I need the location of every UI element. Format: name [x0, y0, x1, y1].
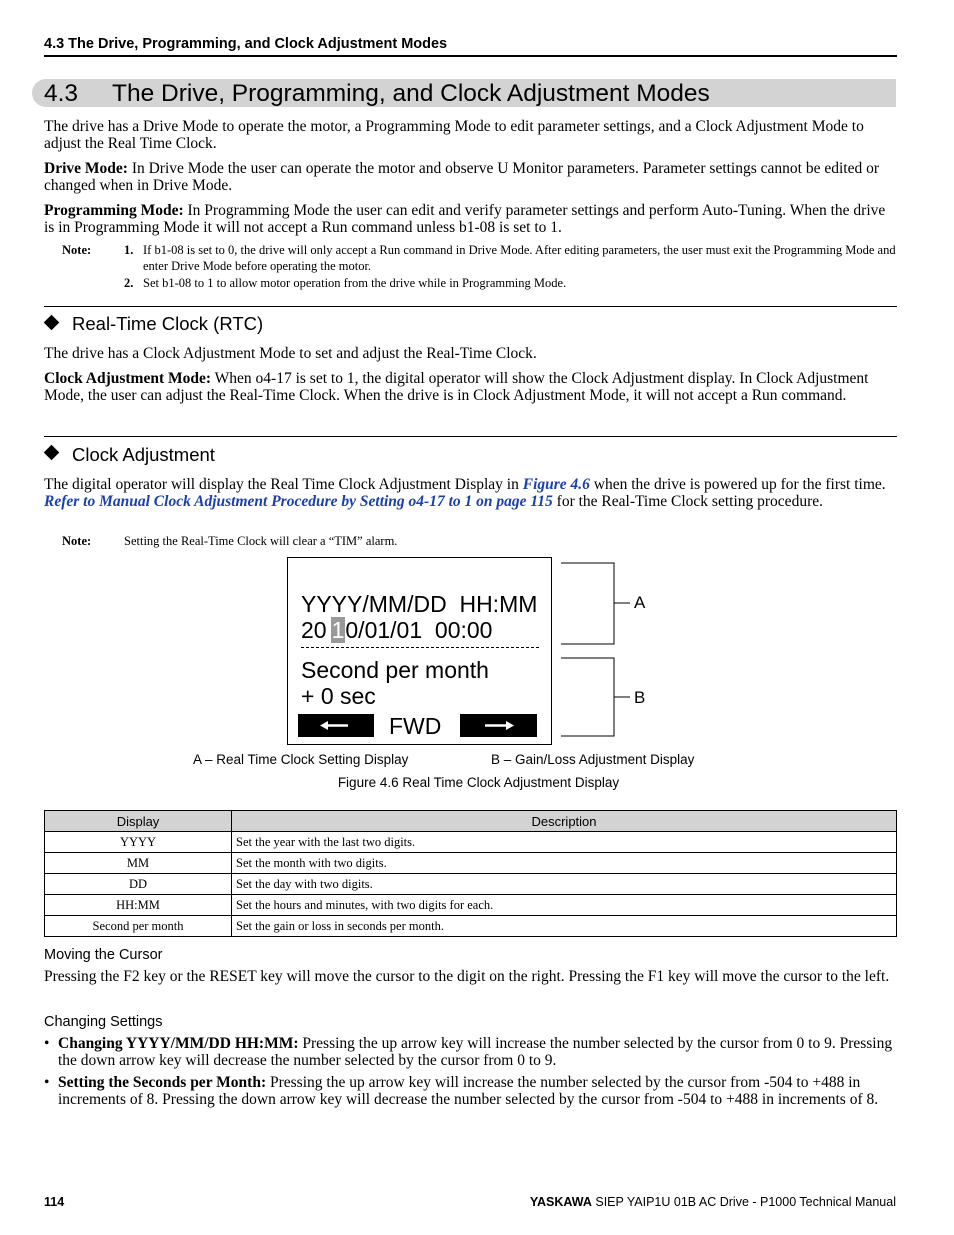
footer-manual: SIEP YAIP1U 01B AC Drive - P1000 Technical Manual	[591, 1195, 896, 1209]
table-header-description: Description	[232, 811, 897, 832]
drive-mode-label: Drive Mode:	[44, 160, 128, 177]
bullet-2	[58, 1074, 897, 1108]
table-cell-description: Set the day with two digits.	[232, 874, 897, 895]
f1-key-indicator	[298, 714, 374, 737]
rtc-intro: The drive has a Clock Adjustment Mode to set and adjust the Real-Time Clock.	[44, 345, 537, 362]
legend-a: A – Real Time Clock Setting Display	[193, 752, 409, 767]
clock-paragraph	[44, 476, 897, 510]
figure-link[interactable]: Figure 4.6	[522, 476, 590, 493]
note-1-text: If b1-08 is set to 0, the drive will only accept a Run command in Drive Mode. After editing parameters, the user must exit the Programming Mode and enter Drive Mode before operating the motor.	[143, 243, 896, 273]
table-header-row	[45, 811, 897, 832]
arrow-right-icon	[460, 714, 537, 737]
table-cell-description: Set the gain or loss in seconds per month.	[232, 916, 897, 937]
lcd-line-1: YYYY/MM/DD HH:MM	[301, 591, 538, 617]
table-row	[45, 874, 897, 895]
page-number: 114	[44, 1195, 65, 1209]
note-label: Note:	[62, 243, 92, 257]
diamond-icon	[44, 445, 60, 461]
lcd-line-4: + 0 sec	[301, 683, 376, 709]
clock-text-2: when the drive is powered up for the first time.	[589, 476, 886, 493]
clock-note-text: Setting the Real-Time Clock will clear a “TIM” alarm.	[124, 534, 398, 548]
note-2-number: 2.	[124, 276, 134, 290]
refer-link[interactable]: Refer to Manual Clock Adjustment Procedure by Setting o4-17 to 1 on page 115	[44, 493, 553, 510]
table-cell-display: Second per month	[45, 916, 232, 937]
bullet-1-label: Changing YYYY/MM/DD HH:MM:	[58, 1035, 299, 1052]
note-2-text: Set b1-08 to 1 to allow motor operation from the drive while in Programming Mode.	[143, 276, 567, 290]
table-row	[45, 853, 897, 874]
bullet-1	[58, 1035, 897, 1069]
drive-mode-text: In Drive Mode the user can operate the motor and observe U Monitor parameters. Parameter settings cannot be edited or changed when in Drive Mode.	[44, 160, 879, 194]
bullet-2-text: Pressing the up arrow key will increase the number selected by the cursor from -504 to +488 in increments of 8. Pressing the down arrow key will decrease the number selected by the cursor from -504 to +488 in increments of 8.	[58, 1074, 879, 1108]
header-rule	[44, 55, 897, 57]
clock-text-3: for the Real-Time Clock setting procedure.	[552, 493, 823, 510]
table-header-display: Display	[45, 811, 232, 832]
running-header: 4.3 The Drive, Programming, and Clock Adjustment Modes	[44, 36, 448, 52]
footer-brand: YASKAWA	[529, 1195, 592, 1209]
clock-text-1: The digital operator will display the Real Time Clock Adjustment Display in	[44, 476, 523, 493]
bullet-dot: •	[44, 1074, 50, 1091]
table-cell-description: Set the month with two digits.	[232, 853, 897, 874]
drive-mode-paragraph	[44, 160, 897, 194]
lcd-year-prefix: 20	[301, 617, 327, 643]
lcd-line-2	[301, 617, 492, 643]
clock-adjust-mode-text: When o4-17 is set to 1, the digital operator will show the Clock Adjustment display. In Clock Adjustment Mode, the user can adjust the Real-Time Clock. When the drive is in Clock Adjustment Mode, it will not accept a Run command.	[44, 370, 869, 404]
lcd-fwd-label: FWD	[389, 713, 442, 739]
cursor-heading: Moving the Cursor	[44, 947, 163, 963]
table-cell-display: MM	[45, 853, 232, 874]
table-cell-display: HH:MM	[45, 895, 232, 916]
section-number: 4.3	[44, 80, 79, 107]
section-intro: The drive has a Drive Mode to operate the motor, a Programming Mode to edit parameter settings, and a Clock Adjustment Mode to adjust the Real Time Clock.	[44, 118, 864, 152]
rtc-heading: Real-Time Clock (RTC)	[72, 313, 264, 334]
f2-key-indicator	[460, 714, 537, 737]
footer-manual-title	[530, 1195, 896, 1209]
clock-note-label: Note:	[62, 534, 92, 548]
arrow-left-icon	[298, 714, 374, 737]
clock-adjust-mode-label: Clock Adjustment Mode:	[44, 370, 212, 387]
callout-brackets	[558, 560, 638, 740]
bullet-dot: •	[44, 1035, 50, 1052]
table-row	[45, 895, 897, 916]
figure-caption: Figure 4.6 Real Time Clock Adjustment Display	[337, 775, 620, 790]
display-table	[44, 810, 897, 937]
clock-heading: Clock Adjustment	[72, 444, 215, 465]
table-cell-description: Set the hours and minutes, with two digits for each.	[232, 895, 897, 916]
changing-heading: Changing Settings	[44, 1014, 163, 1030]
rtc-rule	[44, 306, 897, 307]
table-row	[45, 916, 897, 937]
programming-mode-text: In Programming Mode the user can edit and verify parameter settings and perform Auto-Tuning. When the drive is in Programming Mode it will not accept a Run command unless b1-08 is set to 1.	[44, 202, 886, 236]
bullet-2-label: Setting the Seconds per Month:	[58, 1074, 267, 1091]
lcd-divider	[301, 647, 539, 648]
lcd-cursor: 1	[331, 617, 345, 643]
callout-label-a: A	[634, 593, 646, 612]
programming-mode-paragraph	[44, 202, 897, 236]
cursor-paragraph: Pressing the F2 key or the RESET key will move the cursor to the digit on the right. Pressing the F1 key will move the cursor to the left.	[44, 968, 890, 985]
table-cell-display: DD	[45, 874, 232, 895]
note-1-number: 1.	[124, 243, 134, 257]
section-title: The Drive, Programming, and Clock Adjustment Modes	[112, 80, 710, 107]
lcd-line-3: Second per month	[301, 657, 489, 683]
callout-label-b: B	[634, 688, 646, 707]
lcd-date-rest: 0/01/01 00:00	[345, 617, 493, 643]
table-row	[45, 832, 897, 853]
clock-rule	[44, 436, 897, 437]
bullet-1-text: Pressing the up arrow key will increase the number selected by the cursor from 0 to 9. Pressing the down arrow key will decrease the number selected by the cursor from 0 to 9.	[58, 1035, 893, 1069]
clock-adjust-mode-paragraph	[44, 370, 897, 404]
table-cell-display: YYYY	[45, 832, 232, 853]
diamond-icon	[44, 315, 60, 331]
table-cell-description: Set the year with the last two digits.	[232, 832, 897, 853]
programming-mode-label: Programming Mode:	[44, 202, 184, 219]
legend-b: B – Gain/Loss Adjustment Display	[491, 752, 695, 767]
